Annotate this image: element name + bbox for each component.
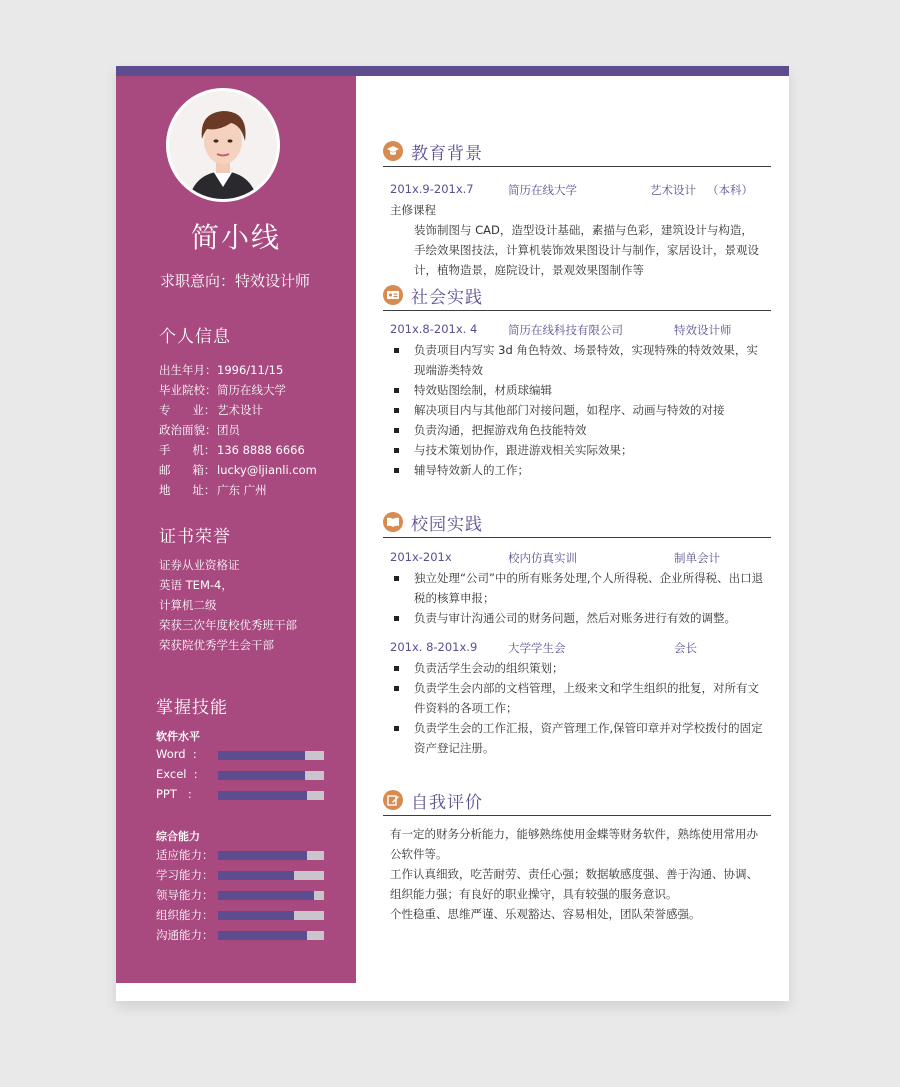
personal-info-list: [159, 360, 317, 500]
info-row: [159, 400, 317, 420]
info-key: 地 址：: [159, 483, 216, 497]
certificates-title: 证书荣誉: [159, 527, 231, 547]
certificates-list: [159, 555, 297, 655]
info-key: 毕业院校：: [159, 383, 217, 397]
skill-bar-fill: [218, 891, 314, 900]
info-value: lucky@ljianli.com: [217, 463, 317, 477]
skill-bar-fill: [218, 791, 307, 800]
certificate-item: 证券从业资格证: [159, 558, 240, 572]
id-card-icon: [383, 285, 403, 305]
social-header: [383, 283, 771, 311]
skill-row: [156, 785, 336, 805]
skill-label: PPT :: [156, 787, 192, 801]
skill-label: 领导能力：: [156, 888, 214, 902]
info-value: 团员: [217, 423, 240, 437]
social-period: 201x.8-201x. 4: [390, 322, 478, 336]
edu-major: 艺术设计 （本科）: [650, 183, 753, 197]
campus-period: 201x. 8-201x.9: [390, 640, 478, 654]
skill-bar-track: [218, 851, 324, 860]
info-value: 1996/11/15: [217, 363, 284, 377]
book-icon: [383, 512, 403, 532]
skill-label: 组织能力：: [156, 908, 214, 922]
skill-row: [156, 885, 336, 905]
skill-row: [156, 765, 336, 785]
skill-row: [156, 905, 336, 925]
list-item: 与技术策划协作，跟进游戏相关实际效果；: [390, 440, 765, 460]
info-key: 出生年月：: [159, 363, 217, 377]
campus-list-2: [390, 658, 765, 758]
skill-bar-track: [218, 751, 324, 760]
skill-row: [156, 745, 336, 765]
skill-row: [156, 925, 336, 945]
social-title: 社会实践: [411, 288, 483, 308]
certificate-item: 荣获院优秀学生会干部: [159, 638, 274, 652]
skills-title: 掌握技能: [156, 698, 228, 718]
self-eval-title: 自我评价: [411, 793, 483, 813]
campus-title: 校园实践: [411, 515, 483, 535]
skill-row: [156, 865, 336, 885]
info-row: [159, 460, 317, 480]
skill-label: 沟通能力：: [156, 928, 214, 942]
info-key: 手 机：: [159, 443, 216, 457]
info-row: [159, 360, 317, 380]
software-subtitle: 软件水平: [156, 730, 200, 743]
self-eval-paragraph: 工作认真细致，吃苦耐劳、责任心强；数据敏感度强、善于沟通、协调、组织能力强；有良好的职业操守，具有较强的服务意识。: [390, 867, 758, 901]
graduation-cap-icon: [383, 141, 403, 161]
info-row: [159, 420, 317, 440]
skill-bar-fill: [218, 871, 294, 880]
info-key: 专 业：: [159, 403, 216, 417]
info-value: 艺术设计: [217, 403, 263, 417]
certificate-item: 计算机二级: [159, 598, 217, 612]
skill-label: Excel :: [156, 767, 198, 781]
campus-org: 校内仿真实训: [508, 551, 577, 565]
info-row: [159, 480, 317, 500]
campus-role: 会长: [674, 641, 697, 655]
skill-label: 学习能力：: [156, 868, 214, 882]
top-accent-bar: [116, 66, 789, 76]
skill-bar-track: [218, 771, 324, 780]
list-item: 解决项目内与其他部门对接问题，如程序、动画与特效的对接: [390, 400, 765, 420]
edu-period: 201x.9-201x.7: [390, 182, 474, 196]
info-row: [159, 380, 317, 400]
edit-icon: [383, 790, 403, 810]
list-item: 特效贴图绘制，材质球编辑: [390, 380, 765, 400]
social-org: 简历在线科技有限公司: [508, 323, 623, 337]
sidebar: [116, 76, 356, 983]
skill-bar-track: [218, 791, 324, 800]
skill-bar-fill: [218, 931, 307, 940]
courses-text: 装饰制图与 CAD，造型设计基础，素描与色彩，建筑设计与构造，手绘效果图技法，计算机装饰效果图设计与制作，家居设计，景观设计，植物造景，庭院设计，景观效果图制作等: [414, 223, 759, 277]
skill-label: 适应能力：: [156, 848, 214, 862]
social-role: 特效设计师: [674, 323, 732, 337]
skill-bar-track: [218, 891, 324, 900]
skill-bar-fill: [218, 771, 305, 780]
info-value: 136 8888 6666: [217, 443, 305, 457]
self-eval-paragraph: 有一定的财务分析能力，能够熟练使用金蝶等财务软件，熟练使用常用办公软件等。: [390, 827, 758, 861]
info-row: [159, 440, 317, 460]
education-title: 教育背景: [411, 144, 483, 164]
list-item: 负责项目内写实 3d 角色特效、场景特效，实现特殊的特效效果，实现端游类特效: [390, 340, 765, 380]
certificate-item: 荣获三次年度校优秀班干部: [159, 618, 297, 632]
ability-subtitle: 综合能力: [156, 830, 200, 843]
main-content: [356, 76, 789, 983]
list-item: 独立处理“公司”中的所有账务处理,个人所得税、企业所得税、出口退税的核算申报；: [390, 568, 765, 608]
skill-bar-track: [218, 911, 324, 920]
list-item: 辅导特效新人的工作；: [390, 460, 765, 480]
list-item: 负责与审计沟通公司的财务问题，然后对账务进行有效的调整。: [390, 608, 765, 628]
avatar: [166, 88, 280, 202]
list-item: 负责活学生会动的组织策划；: [390, 658, 765, 678]
personal-info-title: 个人信息: [159, 327, 231, 347]
job-intent: 求职意向：特效设计师: [160, 272, 311, 290]
info-key: 政治面貌：: [159, 423, 217, 437]
self-eval-paragraph: 个性稳重、思维严谨、乐观豁达、容易相处，团队荣誉感强。: [390, 907, 701, 921]
campus-period: 201x-201x: [390, 550, 452, 564]
portrait-illustration: [169, 91, 277, 199]
edu-school: 简历在线大学: [508, 183, 577, 197]
self-eval-text: [390, 824, 765, 924]
candidate-name: 简小线: [190, 221, 281, 254]
info-value: 广东 广州: [217, 483, 267, 497]
skill-bar-track: [218, 931, 324, 940]
education-header: [383, 139, 771, 167]
list-item: 负责学生会内部的文档管理，上级来文和学生组织的批复，对所有文件资料的各项工作；: [390, 678, 765, 718]
campus-org: 大学学生会: [508, 641, 566, 655]
certificate-item: 英语 TEM-4，: [159, 578, 233, 592]
campus-header: [383, 510, 771, 538]
skill-row: [156, 845, 336, 865]
info-key: 邮 箱：: [159, 463, 216, 477]
info-value: 简历在线大学: [217, 383, 286, 397]
skill-bar-track: [218, 871, 324, 880]
list-item: 负责学生会的工作汇报，资产管理工作,保管印章并对学校拨付的固定资产登记注册。: [390, 718, 765, 758]
social-list: [390, 340, 765, 480]
campus-role: 制单会计: [674, 551, 720, 565]
skill-label: Word :: [156, 747, 197, 761]
courses-label: 主修课程: [390, 203, 436, 217]
list-item: 负责沟通，把握游戏角色技能特效: [390, 420, 765, 440]
skill-bar-fill: [218, 911, 294, 920]
skill-bar-fill: [218, 851, 307, 860]
self-eval-header: [383, 788, 771, 816]
campus-list-1: [390, 568, 765, 628]
resume-page: [116, 66, 789, 1001]
skill-bar-fill: [218, 751, 305, 760]
